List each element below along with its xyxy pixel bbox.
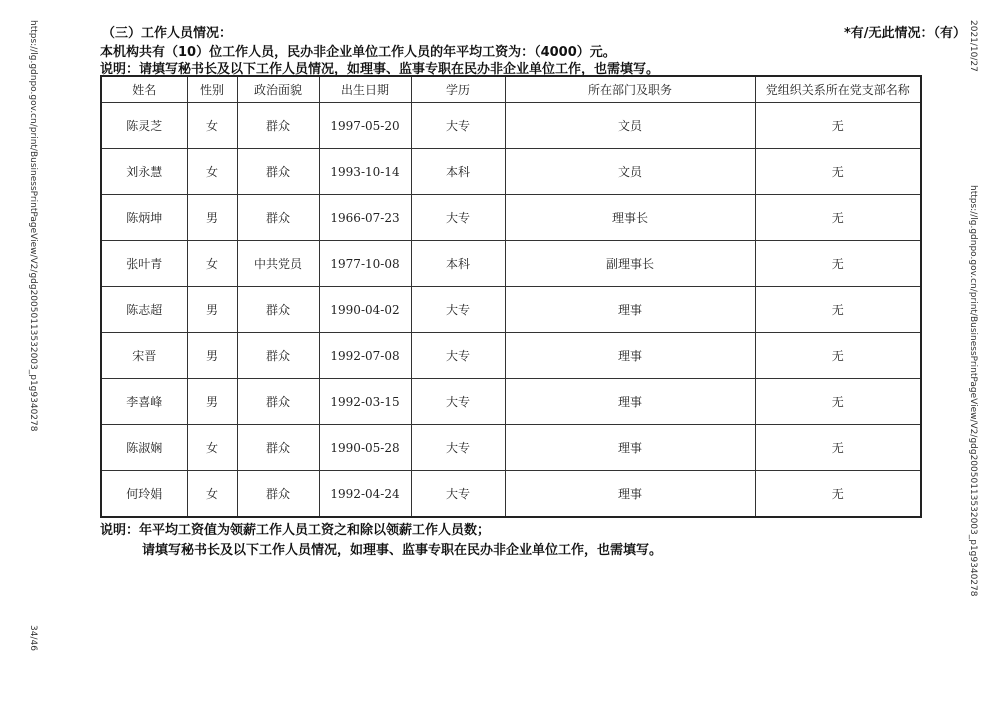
table-header (101, 76, 921, 103)
instruction-note: 说明：请填写秘书长及以下工作人员情况，如理事、监事专职在民办非企业单位工作，也需填写。 (100, 62, 660, 77)
cell-political-status: 中共党员 (237, 241, 319, 287)
cell-party-branch: 无 (755, 379, 921, 425)
cell-gender: 女 (187, 149, 237, 195)
cell-education: 大专 (411, 333, 505, 379)
cell-birth-date: 1977-10-08 (319, 241, 411, 287)
cell-education: 大专 (411, 379, 505, 425)
cell-birth-date: 1966-07-23 (319, 195, 411, 241)
table-row (101, 471, 921, 518)
cell-gender: 男 (187, 379, 237, 425)
cell-education: 大专 (411, 195, 505, 241)
cell-department-position: 文员 (505, 149, 755, 195)
table-row (101, 195, 921, 241)
cell-department-position: 理事长 (505, 195, 755, 241)
table-row (101, 287, 921, 333)
cell-education: 本科 (411, 149, 505, 195)
table-body (101, 103, 921, 518)
cell-department-position: 文员 (505, 103, 755, 149)
right-margin-url: https://lg.gdnpo.gov.cn/print/BusinessPrintPageView/V2/gdg20050113532003_p1g9340278 (968, 185, 978, 597)
cell-party-branch: 无 (755, 425, 921, 471)
col-header-name: 姓名 (101, 76, 187, 103)
cell-political-status: 群众 (237, 425, 319, 471)
cell-party-branch: 无 (755, 287, 921, 333)
cell-party-branch: 无 (755, 241, 921, 287)
cell-department-position: 理事 (505, 379, 755, 425)
cell-department-position: 理事 (505, 287, 755, 333)
cell-birth-date: 1990-05-28 (319, 425, 411, 471)
staff-summary: 本机构共有（10）位工作人员，民办非企业单位工作人员的年平均工资为：（4000）元。 (100, 45, 616, 60)
cell-education: 大专 (411, 471, 505, 518)
cell-name: 宋晋 (101, 333, 187, 379)
cell-party-branch: 无 (755, 103, 921, 149)
cell-political-status: 群众 (237, 287, 319, 333)
footer-note-salary: 说明：年平均工资值为领薪工作人员工资之和除以领薪工作人员数； (100, 523, 491, 538)
cell-gender: 女 (187, 241, 237, 287)
cell-education: 大专 (411, 425, 505, 471)
cell-gender: 女 (187, 471, 237, 518)
cell-political-status: 群众 (237, 149, 319, 195)
cell-birth-date: 1992-03-15 (319, 379, 411, 425)
print-date: 2021/10/27 (968, 20, 978, 72)
table-row (101, 333, 921, 379)
cell-name: 陈灵芝 (101, 103, 187, 149)
cell-name: 陈淑娴 (101, 425, 187, 471)
cell-education: 大专 (411, 287, 505, 333)
cell-education: 大专 (411, 103, 505, 149)
staff-table (100, 75, 922, 518)
cell-birth-date: 1997-05-20 (319, 103, 411, 149)
col-header-gender: 性别 (187, 76, 237, 103)
left-margin-url: https://lg.gdnpo.gov.cn/print/BusinessPrintPageView/V2/gdg20050113532003_p1g9340278 (28, 20, 38, 432)
header-row (101, 76, 921, 103)
cell-birth-date: 1993-10-14 (319, 149, 411, 195)
cell-birth-date: 1990-04-02 (319, 287, 411, 333)
cell-department-position: 副理事长 (505, 241, 755, 287)
cell-party-branch: 无 (755, 333, 921, 379)
col-header-education: 学历 (411, 76, 505, 103)
table-row (101, 149, 921, 195)
status-indicator: *有/无此情况：（有） (844, 26, 967, 41)
cell-education: 本科 (411, 241, 505, 287)
cell-political-status: 群众 (237, 379, 319, 425)
col-header-party-branch: 党组织关系所在党支部名称 (755, 76, 921, 103)
cell-name: 陈炳坤 (101, 195, 187, 241)
cell-department-position: 理事 (505, 425, 755, 471)
footer-note-instruction: 请填写秘书长及以下工作人员情况，如理事、监事专职在民办非企业单位工作，也需填写。 (142, 543, 663, 558)
cell-political-status: 群众 (237, 195, 319, 241)
cell-name: 陈志超 (101, 287, 187, 333)
cell-name: 何玲娟 (101, 471, 187, 518)
cell-name: 李喜峰 (101, 379, 187, 425)
cell-party-branch: 无 (755, 471, 921, 518)
cell-gender: 男 (187, 333, 237, 379)
cell-birth-date: 1992-07-08 (319, 333, 411, 379)
section-title: （三）工作人员情况： (102, 26, 233, 41)
page-number: 34/46 (28, 625, 38, 651)
cell-gender: 女 (187, 425, 237, 471)
table-row (101, 425, 921, 471)
cell-birth-date: 1992-04-24 (319, 471, 411, 518)
cell-department-position: 理事 (505, 333, 755, 379)
cell-gender: 男 (187, 195, 237, 241)
cell-name: 张叶青 (101, 241, 187, 287)
cell-political-status: 群众 (237, 103, 319, 149)
cell-party-branch: 无 (755, 149, 921, 195)
col-header-political-status: 政治面貌 (237, 76, 319, 103)
table-row (101, 241, 921, 287)
cell-name: 刘永慧 (101, 149, 187, 195)
col-header-department-position: 所在部门及职务 (505, 76, 755, 103)
cell-political-status: 群众 (237, 471, 319, 518)
col-header-birth-date: 出生日期 (319, 76, 411, 103)
cell-gender: 男 (187, 287, 237, 333)
cell-department-position: 理事 (505, 471, 755, 518)
table-row (101, 379, 921, 425)
cell-party-branch: 无 (755, 195, 921, 241)
cell-political-status: 群众 (237, 333, 319, 379)
cell-gender: 女 (187, 103, 237, 149)
table-row (101, 103, 921, 149)
